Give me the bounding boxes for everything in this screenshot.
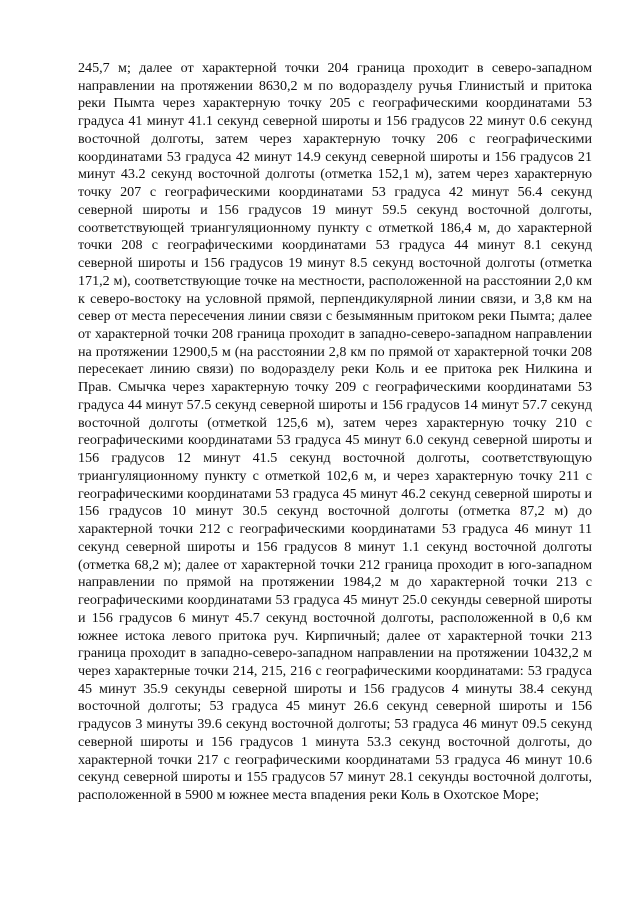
document-paragraph: 245,7 м; далее от характерной точки 204 граница проходит в северо-западном направлении на протяжении 8630,2 м по водоразделу ручья Глинистый и притока реки Пымта через характерную точку 205 с географическими координатами 53 градуса 41 минут 41.1 секунд северной широты и 156 градусов 22 минут 0.6 секунд восточной долготы, затем через характерную точку 206 с географическими координатами 53 градуса 42 минут 14.9 секунд северной широты и 156 градусов 21 минут 43.2 секунд восточной долготы (отметка 152,1 м), затем через характерную точку 207 с географическими координатами 53 градуса 42 минут 56.4 секунд северной широты и 156 градусов 19 минут 59.5 секунд восточной долготы, соответствующей триангуляционному пункту с отметкой 186,4 м, до характерной точки 208 с географическими координатами 53 градуса 44 минут 8.1 секунд северной широты и 156 градусов 19 минут 8.5 секунд восточной долготы (отметка 171,2 м), соответствующие точке на местности, расположенной на расстоянии 2,0 км к северо-востоку на условной прямой, перпендикулярной линии связи, и 3,8 км на север от места пересечения линии связи с безымянным притоком реки Пымта; далее от характерной точки 208 граница проходит в западно-северо-западном направлении на протяжении 12900,5 м (на расстоянии 2,8 км по прямой от характерной точки 208 пересекает линию связи) по водоразделу реки Коль и ее притока рек Нилкина и Прав. Смычка через характерную точку 209 с географическими координатами 53 градуса 44 минут 57.5 секунд северной широты и 156 градусов 14 минут 57.7 секунд восточной долготы (отметкой 125,6 м), затем через характерную точку 210 с географическими координатами 53 градуса 45 минут 6.0 секунд северной широты и 156 градусов 12 минут 41.5 секунд восточной долготы, соответствующую триангуляционному пункту с отметкой 102,6 м, и через характерную точку 211 с географическими координатами 53 градуса 45 минут 46.2 секунд северной широты и 156 градусов 10 минут 30.5 секунд восточной долготы (отметка 87,2 м) до характерной точки 212 с географическими координатами 53 градуса 46 минут 11 секунд северной широты и 156 градусов 8 минут 1.1 секунд восточной долготы (отметка 68,2 м); далее от характерной точки 212 граница проходит в юго-западном направлении по прямой на протяжении 1984,2 м до характерной точки 213 с географическими координатами 53 градуса 45 минут 25.0 секунды северной широты и 156 градусов 6 минут 45.7 секунд восточной долготы, расположенной в 0,6 км южнее истока левого притока руч. Кирпичный; далее от характерной точки 213 граница проходит в западно-северо-западном направлении на протяжении 10432,2 м через характерные точки 214, 215, 216 с географическими координатами: 53 градуса 45 минут 35.9 секунды северной широты и 156 градусов 4 минуты 38.4 секунд восточной долготы; 53 градуса 45 минут 26.6 секунд северной широты и 156 градусов 3 минуты 39.6 секунд восточной долготы; 53 градуса 46 минут 09.5 секунд северной широты и 156 градусов 1 минута 53.3 секунд восточной долготы, до характерной точки 217 с географическими координатами 53 градуса 46 минут 10.6 секунд северной широты и 155 градусов 57 минут 28.1 секунды восточной долготы, расположенной в 5900 м южнее места впадения реки Коль в Охотское Море; — [78, 60, 592, 804]
document-page — [78, 60, 592, 805]
